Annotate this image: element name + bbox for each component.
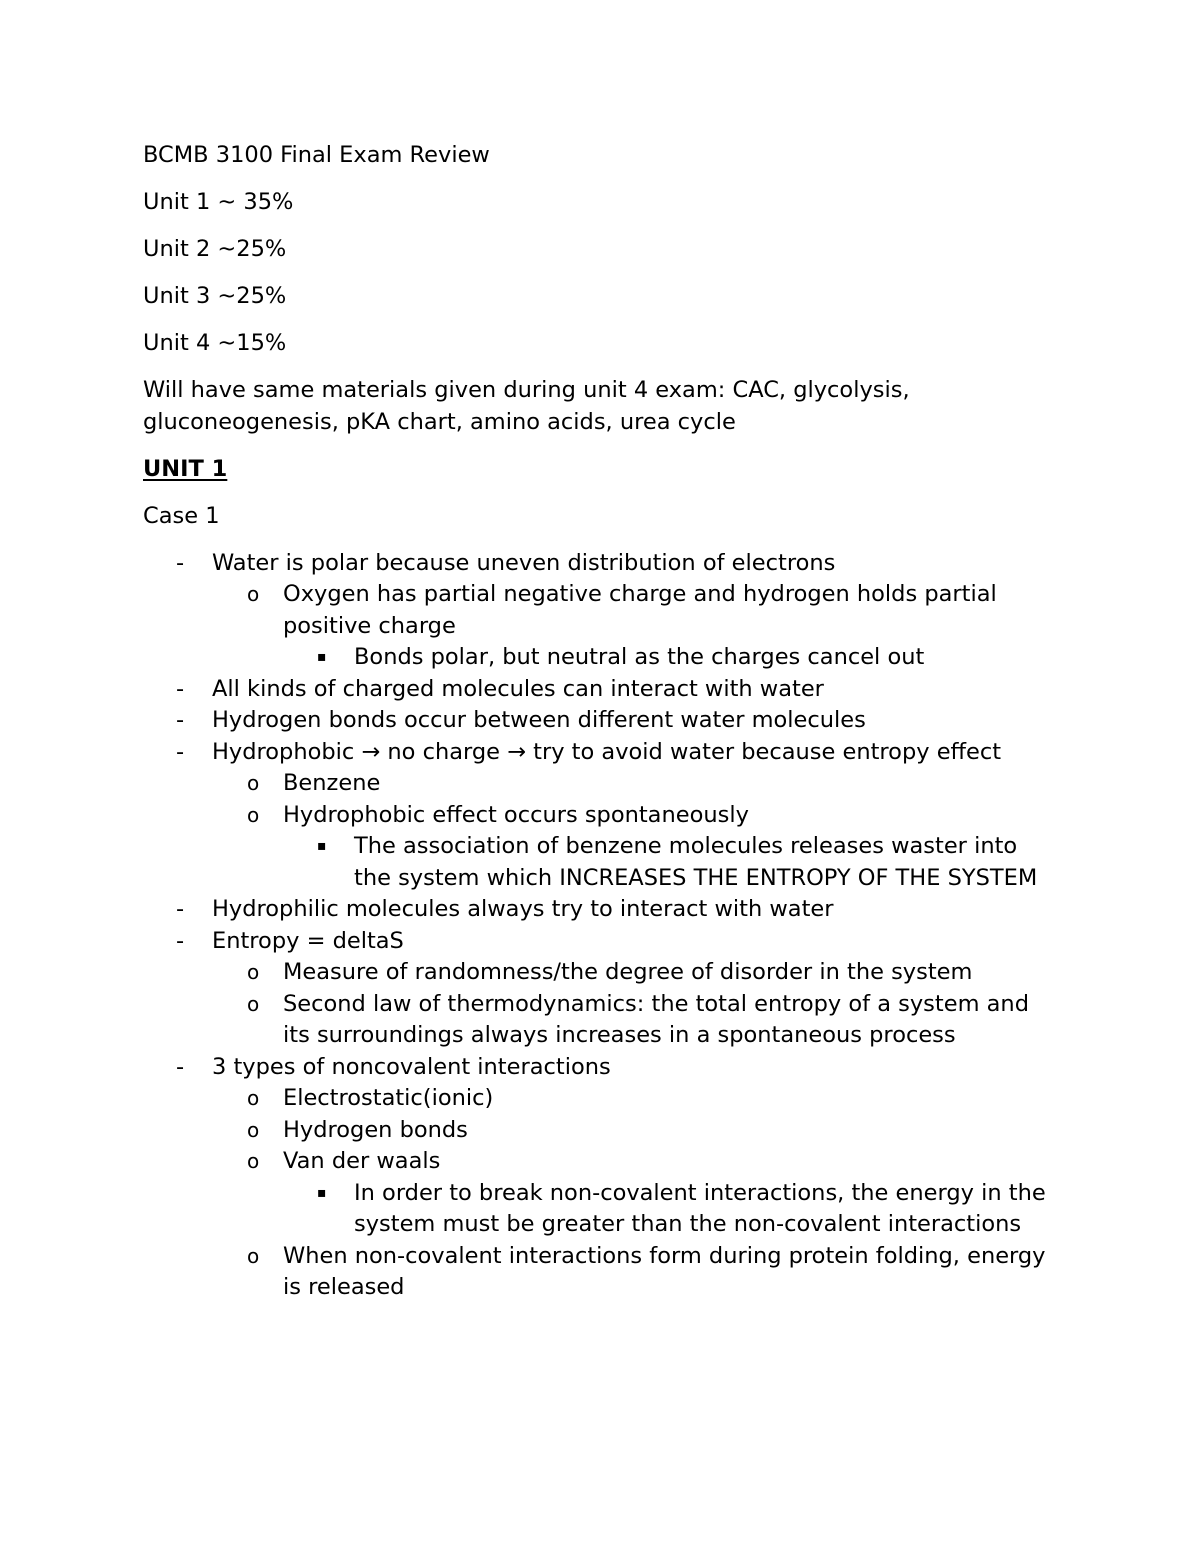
bullet-text: In order to break non-covalent interactions, the energy in the system must be greater than the non-covalent interactions [354,1179,1046,1237]
materials-note: Will have same materials given during unit 4 exam: CAC, glycolysis, gluconeogenesis, pKA chart, amino acids, urea cycle [143,377,910,435]
bullet-item-level-1 [143,674,1050,706]
bullet-marker: o [247,1243,260,1268]
unit-weight: Unit 3 ~25% [143,283,287,309]
bullet-item-level-2 [143,1146,1050,1178]
bullet-text: Van der waals [283,1148,441,1174]
bullet-item-level-2 [143,957,1050,989]
bullet-text: Benzene [283,770,381,796]
bullet-item-level-2 [143,800,1050,832]
bullet-marker: ▪ [317,1184,327,1201]
bullet-item-level-1 [143,548,1050,580]
bullet-text: Hydrophilic molecules always try to interact with water [212,896,834,922]
bullet-text: Measure of randomness/the degree of disorder in the system [283,959,973,985]
bullet-item-level-2 [143,1241,1050,1304]
unit-weight: Unit 4 ~15% [143,330,287,356]
bullet-marker: - [176,896,185,922]
bullet-text: All kinds of charged molecules can interact with water [212,675,824,702]
bullet-marker: o [247,1149,260,1173]
bullet-item-level-1 [143,705,1050,737]
bullet-item-level-2 [143,768,1050,800]
bullet-item-level-1 [143,926,1050,958]
bullet-item-level-2 [143,1083,1050,1115]
bullet-list [143,548,1050,1304]
document-title: BCMB 3100 Final Exam Review [143,142,490,168]
bullet-text: Electrostatic(ionic) [283,1085,494,1111]
bullet-text: Entropy = deltaS [212,927,404,954]
bullet-item-level-2 [143,1115,1050,1147]
unit-weight: Unit 2 ~25% [143,236,287,262]
bullet-text: Hydrophobic → no charge → try to avoid water because entropy effect [212,738,1002,765]
bullet-text: Hydrogen bonds occur between different water molecules [212,707,866,733]
bullet-marker: o [247,582,260,606]
bullet-text: Water is polar because uneven distribution of electrons [212,549,836,576]
bullet-marker: - [176,707,185,733]
bullet-marker: - [176,1053,185,1080]
bullet-text: Hydrophobic effect occurs spontaneously [283,801,749,828]
unit-weight: Unit 1 ~ 35% [143,189,294,215]
bullet-text: Oxygen has partial negative charge and hydrogen holds partial positive charge [283,581,997,639]
bullet-item-level-1 [143,737,1050,769]
bullet-item-level-3 [143,642,1050,674]
bullet-text: Second law of thermodynamics: the total entropy of a system and its surroundings always increases in a spontaneous process [283,990,1029,1048]
case-label: Case 1 [143,502,220,529]
bullet-item-level-3 [143,831,1050,894]
bullet-text: 3 types of noncovalent interactions [212,1053,611,1080]
bullet-marker: - [176,738,185,765]
bullet-text: When non-covalent interactions form during protein folding, energy is released [283,1242,1046,1300]
bullet-marker: o [247,1117,260,1142]
bullet-marker: ▪ [317,649,327,665]
bullet-marker: o [247,991,260,1016]
bullet-item-level-1 [143,894,1050,926]
section-heading: UNIT 1 [143,455,228,482]
bullet-text: Hydrogen bonds [283,1116,468,1143]
bullet-marker: - [176,927,185,954]
bullet-item-level-2 [143,579,1050,642]
bullet-marker: o [247,802,260,827]
bullet-marker: o [247,1086,260,1110]
bullet-text: Bonds polar, but neutral as the charges cancel out [354,644,925,670]
bullet-marker: - [176,549,185,576]
bullet-marker: - [176,675,185,702]
bullet-item-level-2 [143,989,1050,1052]
bullet-item-level-3 [143,1178,1050,1241]
bullet-marker: o [247,771,260,795]
bullet-text: The association of benzene molecules releases waster into the system which INCREASES THE ENTROPY OF THE SYSTEM [354,833,1038,891]
bullet-marker: o [247,960,260,984]
bullet-marker: ▪ [317,838,327,854]
bullet-item-level-1 [143,1052,1050,1084]
